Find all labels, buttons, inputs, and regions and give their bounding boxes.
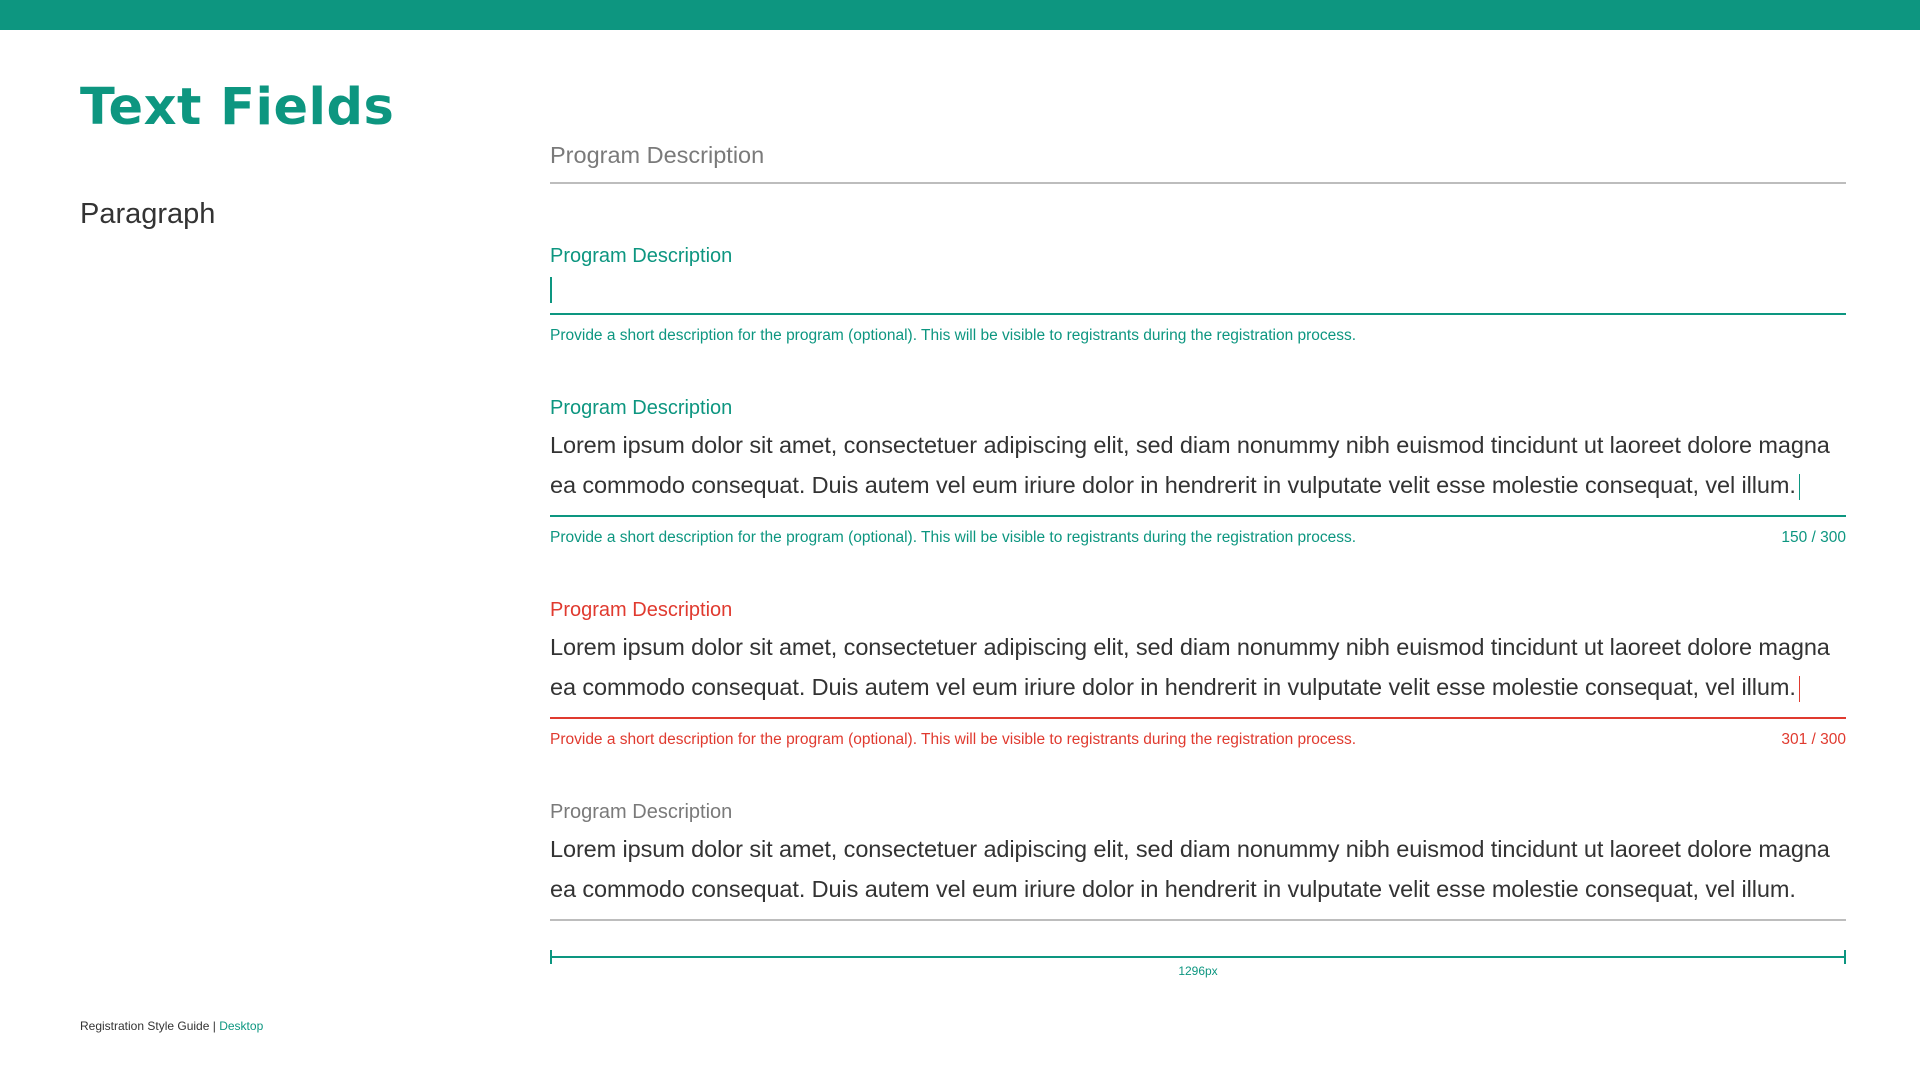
field-underline — [550, 515, 1846, 517]
text-cursor — [1799, 474, 1801, 500]
field-underline — [550, 313, 1846, 315]
helper-row — [550, 326, 1846, 346]
field-placeholder-label: Program Description — [550, 142, 765, 168]
text-field-focused[interactable] — [550, 243, 1846, 348]
field-value-text: Lorem ipsum dolor sit amet, consectetuer adipiscing elit, sed diam nonummy nibh euismod tincidunt ut laoreet dolore magna ea commodo consequat. Duis autem vel eum iriure dolor in hendrerit in vulputate velit esse molestie consequat, vel illum. — [550, 836, 1830, 902]
helper-text: Provide a short description for the program (optional). This will be visible to registrants during the registration process. — [550, 327, 1357, 344]
text-field-default[interactable] — [550, 140, 1846, 185]
field-value-text: Lorem ipsum dolor sit amet, consectetuer adipiscing elit, sed diam nonummy nibh euismod tincidunt ut laoreet dolore magna ea commodo consequat. Duis autem vel eum iriure dolor in hendrerit in vulputate velit esse molestie consequat, vel illum. — [550, 432, 1830, 498]
footer — [80, 1019, 263, 1033]
footer-guide-name: Registration Style Guide — [80, 1019, 210, 1033]
measurement-tick-left — [550, 950, 552, 964]
field-underline — [550, 919, 1846, 921]
field-value[interactable] — [550, 627, 1846, 707]
character-counter: 301 / 300 — [1781, 731, 1846, 748]
field-label: Program Description — [550, 245, 733, 267]
text-cursor — [550, 277, 552, 303]
width-measurement — [550, 950, 1846, 964]
measurement-label: 1296px — [1178, 964, 1218, 978]
field-underline — [550, 182, 1846, 184]
footer-separator: | — [212, 1019, 216, 1033]
text-field-filled[interactable] — [550, 395, 1846, 550]
page-title: Text Fields — [80, 78, 395, 137]
field-label: Program Description — [550, 801, 733, 823]
field-label: Program Description — [550, 397, 733, 419]
top-accent-bar — [0, 0, 1920, 30]
field-value[interactable] — [550, 425, 1846, 505]
character-counter: 150 / 300 — [1781, 529, 1846, 546]
helper-text: Provide a short description for the program (optional). This will be visible to registrants during the registration process. — [550, 529, 1357, 546]
field-underline — [550, 717, 1846, 719]
field-value-text: Lorem ipsum dolor sit amet, consectetuer adipiscing elit, sed diam nonummy nibh euismod tincidunt ut laoreet dolore magna ea commodo consequat. Duis autem vel eum iriure dolor in hendrerit in vulputate velit esse molestie consequat, vel illum. — [550, 634, 1830, 700]
section-title: Paragraph — [80, 198, 216, 230]
text-field-error[interactable] — [550, 597, 1846, 752]
helper-row — [550, 730, 1846, 750]
footer-platform: Desktop — [219, 1019, 264, 1033]
measurement-tick-right — [1844, 950, 1846, 964]
error-helper-text: Provide a short description for the program (optional). This will be visible to registrants during the registration process. — [550, 731, 1357, 748]
helper-row — [550, 528, 1846, 548]
text-cursor — [1799, 676, 1801, 702]
field-label: Program Description — [550, 599, 733, 621]
measurement-line — [550, 956, 1846, 958]
text-field-disabled — [550, 799, 1846, 924]
